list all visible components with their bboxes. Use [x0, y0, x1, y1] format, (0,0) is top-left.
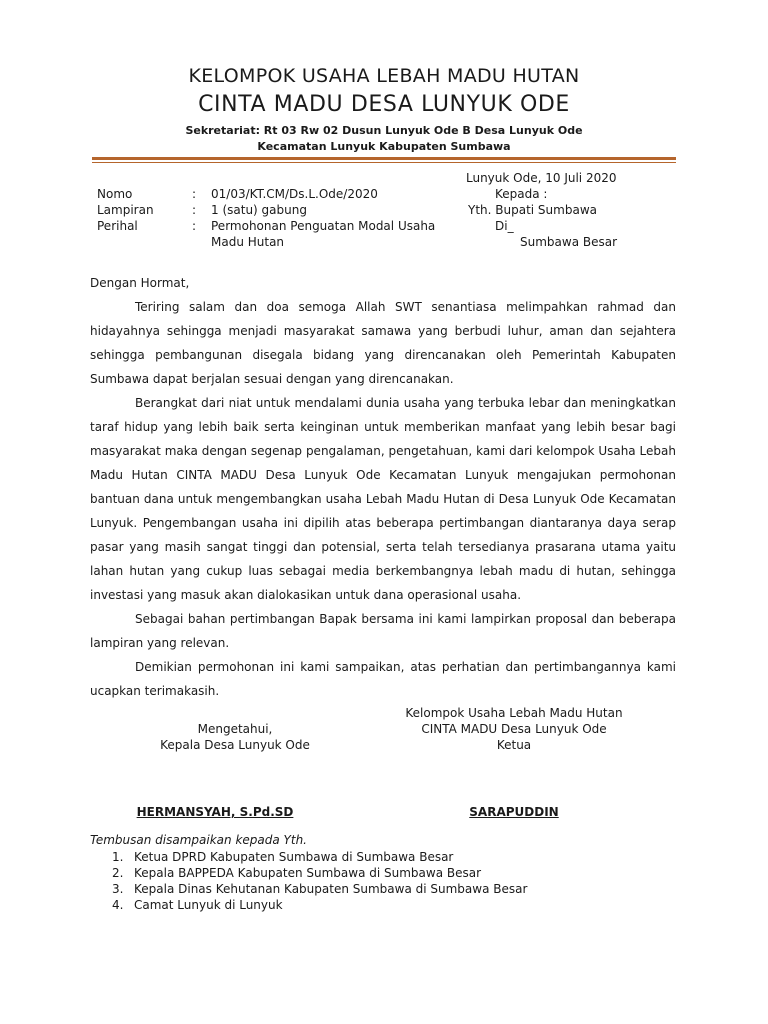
letterhead-address2: Kecamatan Lunyuk Kabupaten Sumbawa — [257, 140, 511, 153]
letterhead-address1: Sekretariat: Rt 03 Rw 02 Dusun Lunyuk Ode B Desa Lunyuk Ode — [185, 124, 583, 137]
cc-item — [90, 881, 527, 897]
cc-item-text: Ketua DPRD Kabupaten Sumbawa di Sumbawa Besar — [134, 850, 454, 864]
letterhead-rule-thin — [92, 162, 676, 163]
paragraph-2: Berangkat dari niat untuk mendalami dunia usaha yang terbuka lebar dan meningkatkan taraf hidup yang lebih baik serta keinginan untuk memberikan manfaat yang lebih besar bagi masyarakat maka dengan segenap pengalaman, pengetahuan, kami dari kelompok Usaha Lebah Madu Hutan CINTA MADU Desa Lunyuk Ode Kecamatan Lunyuk mengajukan permohonan bantuan dana untuk mengembangkan usaha Lebah Madu Hutan di Desa Lunyuk Ode Kecamatan Lunyuk. Pengembangan usaha ini dipilih atas beberapa pertimbangan diantaranya daya serap pasar yang masih sangat tinggi dan potensial, serta telah tersedianya prasarana utama yaitu lahan hutan yang cukup luas sebagai media berkembangnya lebah madu di hutan, sehingga investasi yang masuk akan dialokasikan untuk dana operasional usaha. — [90, 396, 676, 602]
sign-right-line2: CINTA MADU Desa Lunyuk Ode — [421, 722, 607, 736]
nomor-value: 01/03/KT.CM/Ds.L.Ode/2020 — [211, 187, 378, 201]
letterhead-line1: KELOMPOK USAHA LEBAH MADU HUTAN — [188, 65, 580, 87]
date-line: Lunyuk Ode, 10 Juli 2020 — [466, 171, 617, 185]
cc-item — [90, 865, 527, 881]
paragraph-3: Sebagai bahan pertimbangan Bapak bersama ini kami lampirkan proposal dan beberapa lampiran yang relevan. — [90, 612, 676, 650]
cc-item-text: Camat Lunyuk di Lunyuk — [134, 898, 283, 912]
recipient-kepada: Kepada : — [495, 187, 548, 201]
recipient-place: Sumbawa Besar — [520, 235, 618, 249]
letterhead-line2: CINTA MADU DESA LUNYUK ODE — [198, 92, 570, 117]
letter-body — [90, 271, 676, 703]
recipient-di: Di_ — [495, 219, 514, 233]
cc-item-text: Kepala BAPPEDA Kabupaten Sumbawa di Sumbawa Besar — [134, 866, 482, 880]
letterhead-rule-thick — [92, 157, 676, 160]
cc-item-num: 4. — [112, 898, 124, 912]
greeting: Dengan Hormat, — [90, 276, 190, 290]
lampiran-colon: : — [192, 203, 197, 217]
sign-left-line2: Kepala Desa Lunyuk Ode — [160, 738, 310, 752]
cc-item-num: 1. — [112, 850, 124, 864]
sign-right-name: SARAPUDDIN — [469, 805, 559, 819]
cc-item-num: 2. — [112, 866, 124, 880]
sign-left-line1: Mengetahui, — [197, 722, 273, 736]
cc-list — [90, 849, 527, 913]
cc-item — [90, 849, 527, 865]
cc-item-num: 3. — [112, 882, 124, 896]
paragraph-4: Demikian permohonan ini kami sampaikan, atas perhatian dan pertimbangannya kami ucapkan terimakasih. — [90, 660, 676, 698]
nomor-colon: : — [192, 187, 197, 201]
cc-item-text: Kepala Dinas Kehutanan Kabupaten Sumbawa di Sumbawa Besar — [134, 882, 528, 896]
recipient-name: Yth. Bupati Sumbawa — [468, 203, 597, 217]
nomor-label: Nomo — [97, 187, 133, 201]
cc-item — [90, 897, 527, 913]
sign-right-name-wrap — [384, 801, 644, 820]
perihal-value: Permohonan Penguatan Modal Usaha Madu Hutan — [211, 219, 436, 249]
sign-right-line3: Ketua — [496, 738, 532, 752]
perihal-colon: : — [192, 219, 197, 233]
sign-right-line1: Kelompok Usaha Lebah Madu Hutan — [405, 706, 623, 720]
lampiran-value: 1 (satu) gabung — [211, 203, 307, 217]
sign-left-name-wrap — [100, 801, 330, 820]
paragraph-1: Teriring salam dan doa semoga Allah SWT senantiasa melimpahkan rahmad dan hidayahnya sehingga menjadi masyarakat samawa yang berbudi luhur, aman dan sejahtera sehingga pembangunan disegala bidang yang direncanakan oleh Pemerintah Kabupaten Sumbawa dapat berjalan sesuai dengan yang direncanakan. — [90, 300, 676, 386]
lampiran-label: Lampiran — [97, 203, 154, 217]
perihal-label: Perihal — [97, 219, 138, 233]
sign-left-name: HERMANSYAH, S.Pd.SD — [136, 805, 294, 819]
cc-title: Tembusan disampaikan kepada Yth. — [90, 833, 307, 847]
